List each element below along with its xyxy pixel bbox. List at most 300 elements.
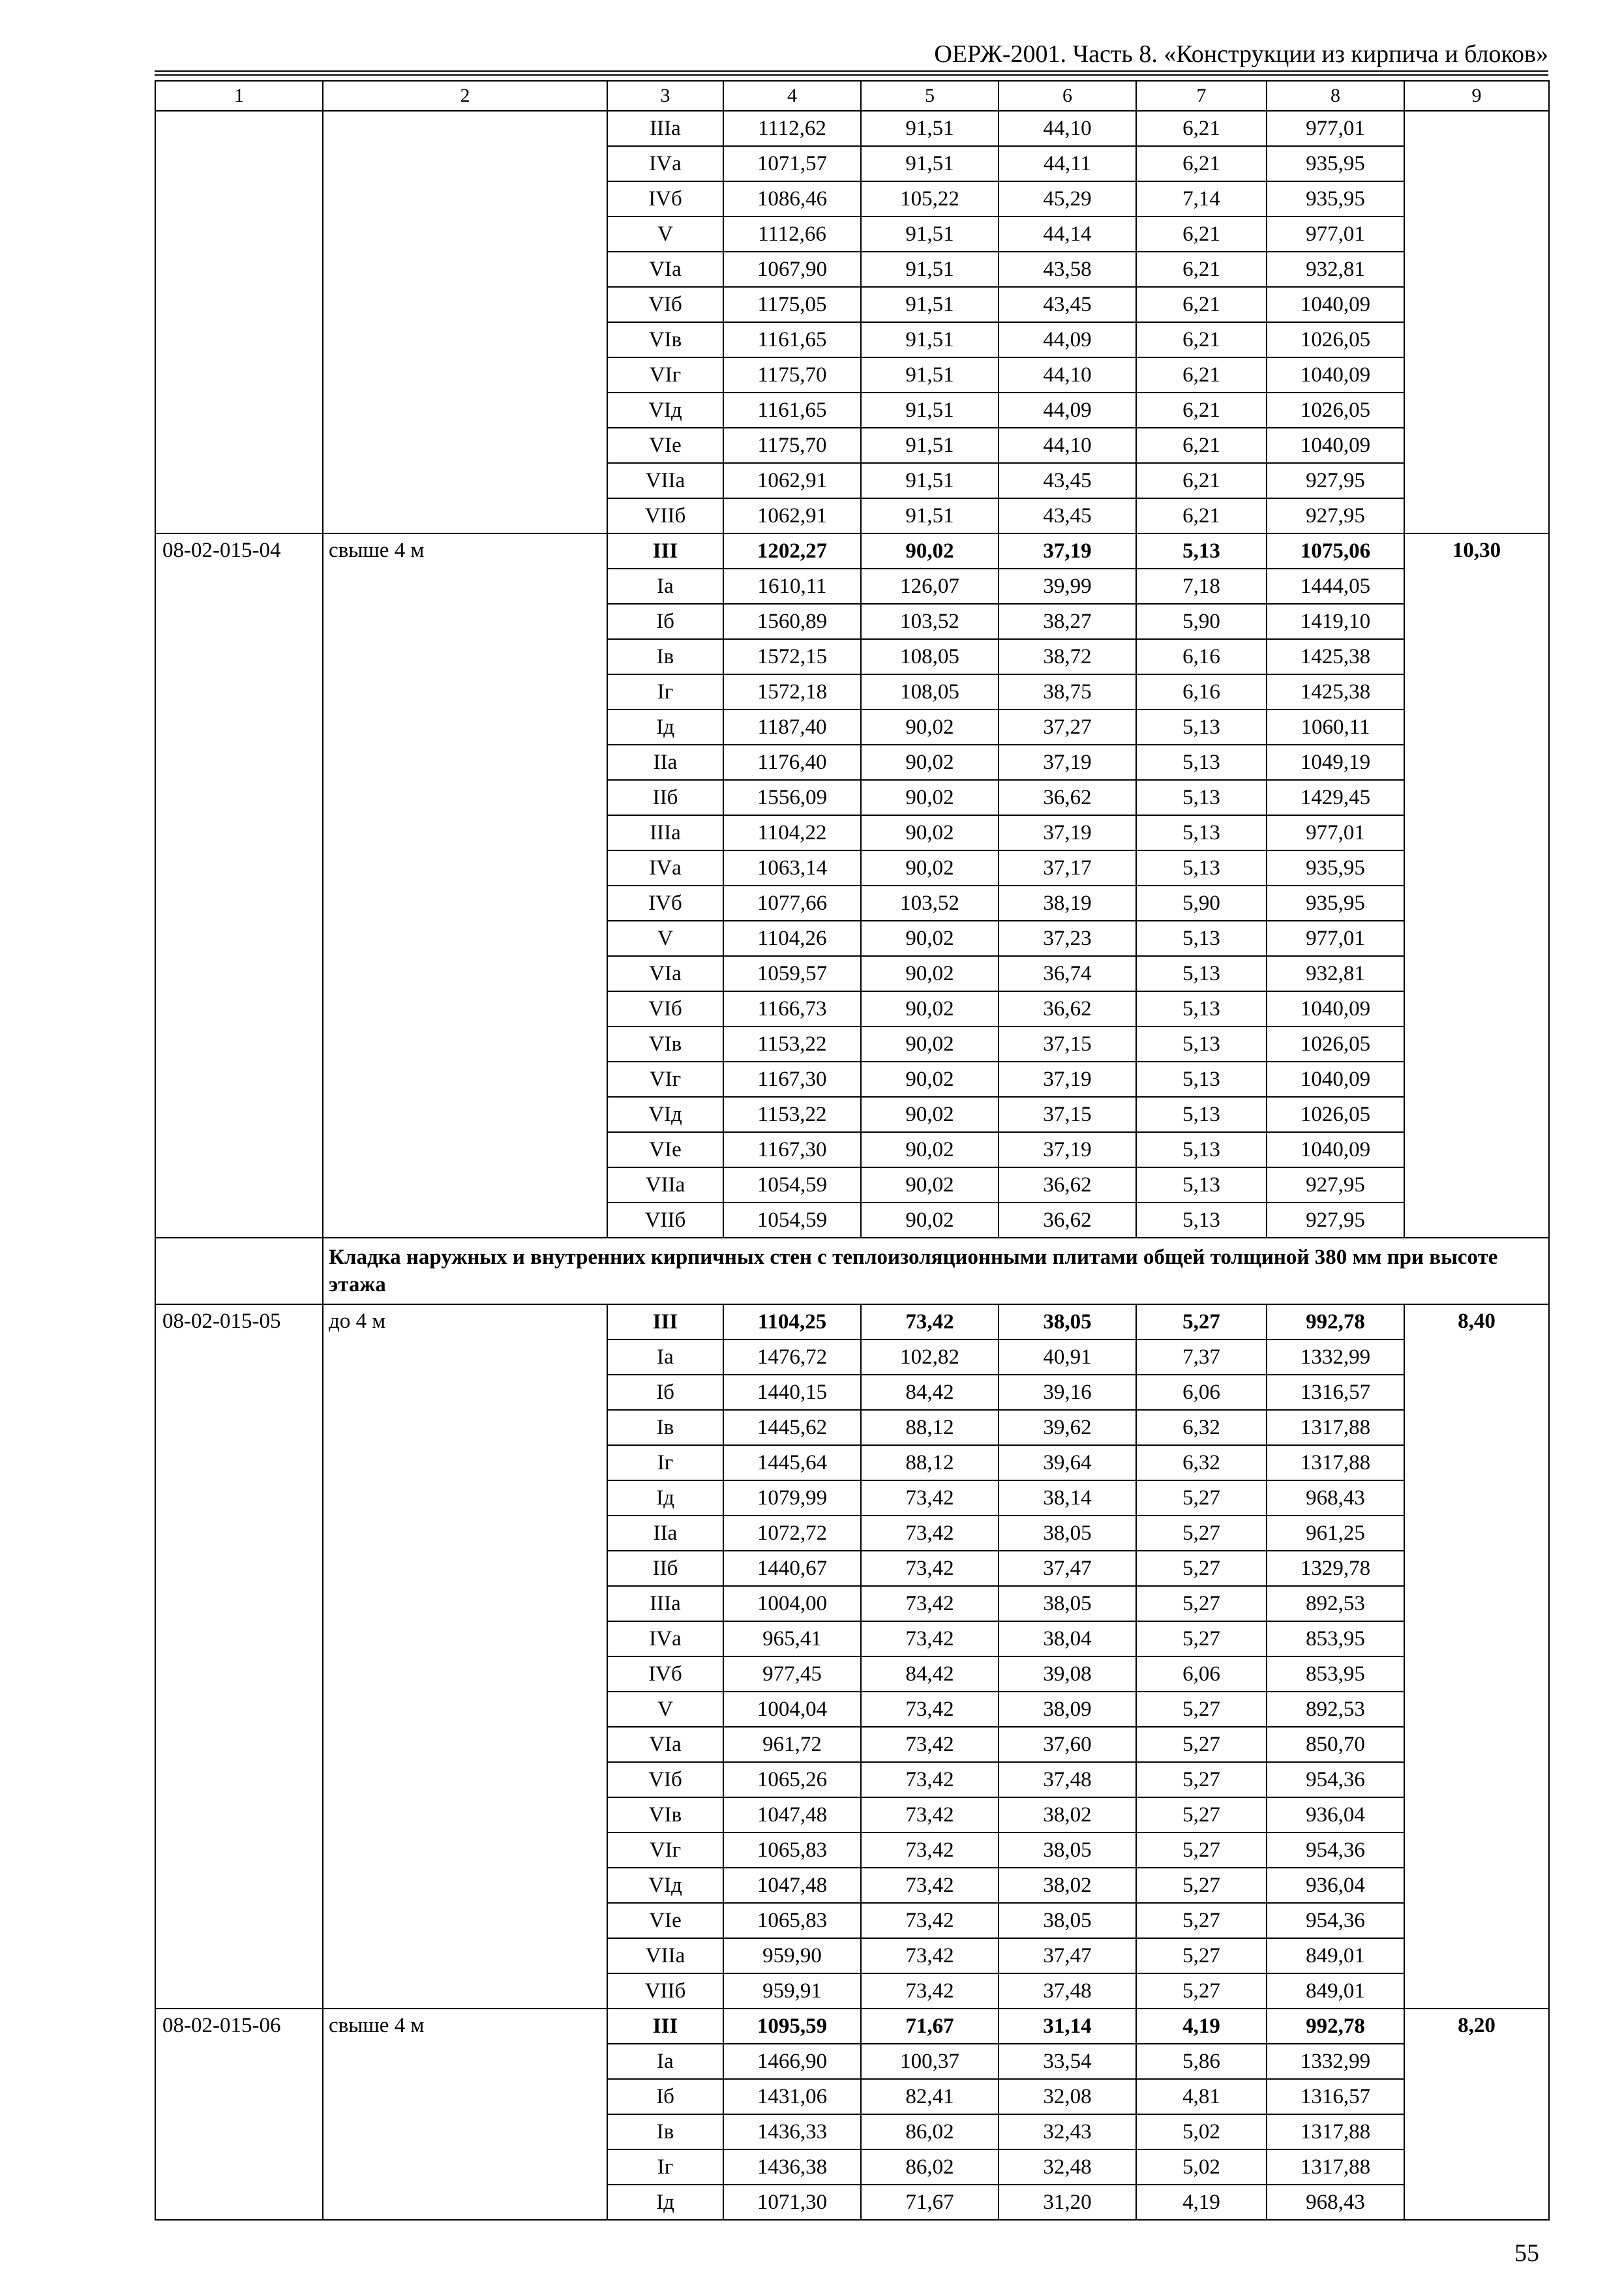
- wages-cell: 90,02: [861, 956, 999, 991]
- total-cost-cell: 1071,30: [723, 2185, 861, 2220]
- machines-cell: 44,10: [999, 111, 1136, 146]
- zone-cell: VIа: [607, 1727, 723, 1762]
- zone-cell: IIб: [607, 780, 723, 815]
- zone-cell: Iв: [607, 1410, 723, 1445]
- machinists-wages-cell: 5,13: [1136, 710, 1267, 745]
- zone-cell: IVа: [607, 146, 723, 181]
- machinists-wages-cell: 7,37: [1136, 1339, 1267, 1375]
- wages-cell: 108,05: [861, 674, 999, 710]
- zone-cell: VIб: [607, 287, 723, 322]
- machinists-wages-cell: 4,19: [1136, 2009, 1267, 2044]
- zone-cell: IIIа: [607, 111, 723, 146]
- zone-cell: IVб: [607, 181, 723, 217]
- zone-cell: IVб: [607, 886, 723, 921]
- materials-cell: 932,81: [1267, 956, 1404, 991]
- total-cost-cell: 1112,62: [723, 111, 861, 146]
- machines-cell: 45,29: [999, 181, 1136, 217]
- machinists-wages-cell: 6,16: [1136, 674, 1267, 710]
- zone-cell: III: [607, 2009, 723, 2044]
- total-cost-cell: 1153,22: [723, 1097, 861, 1132]
- machines-cell: 38,05: [999, 1903, 1136, 1938]
- wages-cell: 91,51: [861, 322, 999, 357]
- machinists-wages-cell: 6,16: [1136, 639, 1267, 674]
- machines-cell: 37,23: [999, 921, 1136, 956]
- wages-cell: 73,42: [861, 1516, 999, 1551]
- machinists-wages-cell: 5,13: [1136, 850, 1267, 886]
- machines-cell: 38,04: [999, 1621, 1136, 1656]
- zone-cell: VIд: [607, 393, 723, 428]
- zone-cell: VIIб: [607, 498, 723, 533]
- floor-height: до 4 м: [323, 1304, 607, 2009]
- wages-cell: 90,02: [861, 1062, 999, 1097]
- rate-code: 08-02-015-06: [155, 2009, 323, 2220]
- machinists-wages-cell: 5,13: [1136, 1062, 1267, 1097]
- header-rule-bottom: [155, 74, 1548, 76]
- total-cost-cell: 1095,59: [723, 2009, 861, 2044]
- materials-cell: 1317,88: [1267, 1410, 1404, 1445]
- zone-cell: VIа: [607, 956, 723, 991]
- total-cost-cell: 1062,91: [723, 498, 861, 533]
- table-row: [155, 2009, 1549, 2044]
- wages-cell: 73,42: [861, 1727, 999, 1762]
- materials-cell: 977,01: [1267, 815, 1404, 850]
- column-number: 6: [999, 81, 1136, 111]
- total-cost-cell: 1610,11: [723, 569, 861, 604]
- machines-cell: 43,58: [999, 252, 1136, 287]
- zone-cell: IVб: [607, 1656, 723, 1692]
- machinists-wages-cell: 5,13: [1136, 1097, 1267, 1132]
- wages-cell: 84,42: [861, 1656, 999, 1692]
- wages-cell: 90,02: [861, 1132, 999, 1167]
- machinists-wages-cell: 5,13: [1136, 1026, 1267, 1062]
- column-number: 8: [1267, 81, 1404, 111]
- code-cell: [155, 111, 323, 533]
- machines-cell: 44,11: [999, 146, 1136, 181]
- zone-cell: IIIа: [607, 815, 723, 850]
- zone-cell: Iд: [607, 710, 723, 745]
- materials-cell: 992,78: [1267, 1304, 1404, 1339]
- zone-cell: Iв: [607, 639, 723, 674]
- wages-cell: 91,51: [861, 463, 999, 498]
- total-cost-cell: 1004,04: [723, 1692, 861, 1727]
- materials-cell: 853,95: [1267, 1656, 1404, 1692]
- zone-cell: VIе: [607, 1132, 723, 1167]
- materials-cell: 892,53: [1267, 1692, 1404, 1727]
- zone-cell: Iб: [607, 2079, 723, 2114]
- machinists-wages-cell: 6,21: [1136, 357, 1267, 393]
- machines-cell: 38,02: [999, 1868, 1136, 1903]
- materials-cell: 849,01: [1267, 1973, 1404, 2009]
- total-cost-cell: 1047,48: [723, 1868, 861, 1903]
- column-numbers-row: [155, 81, 1549, 111]
- page-header: [155, 38, 1548, 70]
- wages-cell: 73,42: [861, 1762, 999, 1797]
- wages-cell: 90,02: [861, 921, 999, 956]
- zone-cell: VIIб: [607, 1973, 723, 2009]
- wages-cell: 73,42: [861, 1586, 999, 1621]
- wages-cell: 91,51: [861, 287, 999, 322]
- labor-cost: 8,40: [1404, 1304, 1549, 2009]
- rates-table-body: [155, 81, 1549, 2220]
- wages-cell: 73,42: [861, 1938, 999, 1973]
- materials-cell: 927,95: [1267, 498, 1404, 533]
- machines-cell: 39,64: [999, 1445, 1136, 1480]
- machinists-wages-cell: 5,86: [1136, 2044, 1267, 2079]
- machinists-wages-cell: 5,13: [1136, 815, 1267, 850]
- machines-cell: 37,15: [999, 1097, 1136, 1132]
- machinists-wages-cell: 5,27: [1136, 1833, 1267, 1868]
- page-number: 55: [1514, 2239, 1539, 2267]
- materials-cell: 1317,88: [1267, 1445, 1404, 1480]
- total-cost-cell: 1166,73: [723, 991, 861, 1026]
- wages-cell: 91,51: [861, 498, 999, 533]
- machinists-wages-cell: 5,13: [1136, 780, 1267, 815]
- machinists-wages-cell: 5,02: [1136, 2149, 1267, 2185]
- column-number: 9: [1404, 81, 1549, 111]
- materials-cell: 1040,09: [1267, 287, 1404, 322]
- machinists-wages-cell: 6,21: [1136, 428, 1267, 463]
- materials-cell: 935,95: [1267, 886, 1404, 921]
- column-number: 4: [723, 81, 861, 111]
- materials-cell: 1316,57: [1267, 1375, 1404, 1410]
- section-heading-row: [155, 1238, 1549, 1304]
- materials-cell: 932,81: [1267, 252, 1404, 287]
- machines-cell: 32,43: [999, 2114, 1136, 2149]
- machinists-wages-cell: 5,13: [1136, 956, 1267, 991]
- zone-cell: VIIа: [607, 1938, 723, 1973]
- machinists-wages-cell: 5,27: [1136, 1692, 1267, 1727]
- wages-cell: 91,51: [861, 146, 999, 181]
- zone-cell: Iа: [607, 2044, 723, 2079]
- total-cost-cell: 1440,67: [723, 1551, 861, 1586]
- machines-cell: 36,62: [999, 1167, 1136, 1203]
- machines-cell: 37,15: [999, 1026, 1136, 1062]
- total-cost-cell: 1161,65: [723, 322, 861, 357]
- materials-cell: 1040,09: [1267, 991, 1404, 1026]
- wages-cell: 73,42: [861, 1868, 999, 1903]
- total-cost-cell: 1065,83: [723, 1833, 861, 1868]
- total-cost-cell: 1175,70: [723, 428, 861, 463]
- total-cost-cell: 1175,70: [723, 357, 861, 393]
- materials-cell: 1040,09: [1267, 1132, 1404, 1167]
- total-cost-cell: 1086,46: [723, 181, 861, 217]
- machinists-wages-cell: 5,27: [1136, 1304, 1267, 1339]
- total-cost-cell: 1161,65: [723, 393, 861, 428]
- materials-cell: 850,70: [1267, 1727, 1404, 1762]
- total-cost-cell: 1104,25: [723, 1304, 861, 1339]
- table-row: [155, 1304, 1549, 1339]
- labor-cost: 10,30: [1404, 533, 1549, 1238]
- table-row: [155, 533, 1549, 569]
- machines-cell: 31,14: [999, 2009, 1136, 2044]
- wages-cell: 91,51: [861, 428, 999, 463]
- materials-cell: 1425,38: [1267, 674, 1404, 710]
- machinists-wages-cell: 7,14: [1136, 181, 1267, 217]
- materials-cell: 1026,05: [1267, 1026, 1404, 1062]
- machines-cell: 31,20: [999, 2185, 1136, 2220]
- name-cell: [323, 111, 607, 533]
- machines-cell: 38,05: [999, 1304, 1136, 1339]
- total-cost-cell: 1059,57: [723, 956, 861, 991]
- zone-cell: VIг: [607, 1062, 723, 1097]
- machines-cell: 44,09: [999, 393, 1136, 428]
- column-number: 7: [1136, 81, 1267, 111]
- total-cost-cell: 1560,89: [723, 604, 861, 639]
- labor-cell: [1404, 111, 1549, 533]
- zone-cell: Iа: [607, 569, 723, 604]
- zone-cell: V: [607, 217, 723, 252]
- column-number: 1: [155, 81, 323, 111]
- machines-cell: 37,47: [999, 1551, 1136, 1586]
- wages-cell: 90,02: [861, 1203, 999, 1238]
- total-cost-cell: 1065,83: [723, 1903, 861, 1938]
- materials-cell: 927,95: [1267, 1203, 1404, 1238]
- total-cost-cell: 1556,09: [723, 780, 861, 815]
- materials-cell: 1075,06: [1267, 533, 1404, 569]
- total-cost-cell: 959,91: [723, 1973, 861, 2009]
- machines-cell: 36,62: [999, 780, 1136, 815]
- machines-cell: 37,48: [999, 1762, 1136, 1797]
- wages-cell: 103,52: [861, 886, 999, 921]
- zone-cell: Iг: [607, 674, 723, 710]
- zone-cell: III: [607, 533, 723, 569]
- wages-cell: 102,82: [861, 1339, 999, 1375]
- wages-cell: 90,02: [861, 710, 999, 745]
- materials-cell: 968,43: [1267, 1480, 1404, 1516]
- machines-cell: 38,75: [999, 674, 1136, 710]
- zone-cell: Iг: [607, 1445, 723, 1480]
- wages-cell: 90,02: [861, 780, 999, 815]
- total-cost-cell: 1466,90: [723, 2044, 861, 2079]
- machinists-wages-cell: 6,21: [1136, 111, 1267, 146]
- wages-cell: 73,42: [861, 1304, 999, 1339]
- total-cost-cell: 1112,66: [723, 217, 861, 252]
- total-cost-cell: 1004,00: [723, 1586, 861, 1621]
- total-cost-cell: 1167,30: [723, 1132, 861, 1167]
- section-heading: Кладка наружных и внутренних кирпичных стен с теплоизоляционными плитами общей толщиной 380 мм при высоте этажа: [323, 1238, 1549, 1304]
- machinists-wages-cell: 5,13: [1136, 1132, 1267, 1167]
- total-cost-cell: 1062,91: [723, 463, 861, 498]
- machines-cell: 32,48: [999, 2149, 1136, 2185]
- wages-cell: 73,42: [861, 1692, 999, 1727]
- machinists-wages-cell: 5,13: [1136, 533, 1267, 569]
- zone-cell: V: [607, 1692, 723, 1727]
- column-number: 3: [607, 81, 723, 111]
- materials-cell: 1026,05: [1267, 393, 1404, 428]
- zone-cell: V: [607, 921, 723, 956]
- materials-cell: 853,95: [1267, 1621, 1404, 1656]
- wages-cell: 82,41: [861, 2079, 999, 2114]
- machines-cell: 37,19: [999, 815, 1136, 850]
- zone-cell: IIа: [607, 1516, 723, 1551]
- machines-cell: 36,74: [999, 956, 1136, 991]
- total-cost-cell: 1176,40: [723, 745, 861, 780]
- total-cost-cell: 1079,99: [723, 1480, 861, 1516]
- machinists-wages-cell: 5,27: [1136, 1516, 1267, 1551]
- machines-cell: 37,19: [999, 1062, 1136, 1097]
- zone-cell: IIIа: [607, 1586, 723, 1621]
- total-cost-cell: 1065,26: [723, 1762, 861, 1797]
- zone-cell: Iд: [607, 2185, 723, 2220]
- zone-cell: Iб: [607, 604, 723, 639]
- zone-cell: VIв: [607, 1797, 723, 1833]
- machinists-wages-cell: 5,27: [1136, 1621, 1267, 1656]
- machinists-wages-cell: 5,13: [1136, 991, 1267, 1026]
- total-cost-cell: 1063,14: [723, 850, 861, 886]
- machinists-wages-cell: 6,32: [1136, 1445, 1267, 1480]
- wages-cell: 73,42: [861, 1833, 999, 1868]
- machines-cell: 38,05: [999, 1516, 1136, 1551]
- zone-cell: Iд: [607, 1480, 723, 1516]
- machines-cell: 37,47: [999, 1938, 1136, 1973]
- zone-cell: IIб: [607, 1551, 723, 1586]
- total-cost-cell: 1071,57: [723, 146, 861, 181]
- machines-cell: 38,05: [999, 1586, 1136, 1621]
- wages-cell: 73,42: [861, 1903, 999, 1938]
- zone-cell: VIIа: [607, 463, 723, 498]
- total-cost-cell: 965,41: [723, 1621, 861, 1656]
- rates-table: [155, 80, 1550, 2221]
- machinists-wages-cell: 4,19: [1136, 2185, 1267, 2220]
- machinists-wages-cell: 5,27: [1136, 1797, 1267, 1833]
- floor-height: свыше 4 м: [323, 2009, 607, 2220]
- zone-cell: IVа: [607, 850, 723, 886]
- materials-cell: 1040,09: [1267, 1062, 1404, 1097]
- machines-cell: 38,05: [999, 1833, 1136, 1868]
- wages-cell: 100,37: [861, 2044, 999, 2079]
- materials-cell: 1444,05: [1267, 569, 1404, 604]
- machinists-wages-cell: 5,27: [1136, 1586, 1267, 1621]
- wages-cell: 73,42: [861, 1973, 999, 2009]
- total-cost-cell: 959,90: [723, 1938, 861, 1973]
- machinists-wages-cell: 6,21: [1136, 322, 1267, 357]
- materials-cell: 935,95: [1267, 146, 1404, 181]
- machinists-wages-cell: 6,21: [1136, 217, 1267, 252]
- materials-cell: 1332,99: [1267, 1339, 1404, 1375]
- wages-cell: 90,02: [861, 1026, 999, 1062]
- machines-cell: 40,91: [999, 1339, 1136, 1375]
- machinists-wages-cell: 5,27: [1136, 1973, 1267, 2009]
- machinists-wages-cell: 5,27: [1136, 1903, 1267, 1938]
- materials-cell: 961,25: [1267, 1516, 1404, 1551]
- machinists-wages-cell: 5,13: [1136, 1167, 1267, 1203]
- zone-cell: VIа: [607, 252, 723, 287]
- machines-cell: 43,45: [999, 463, 1136, 498]
- materials-cell: 892,53: [1267, 1586, 1404, 1621]
- total-cost-cell: 1440,15: [723, 1375, 861, 1410]
- materials-cell: 954,36: [1267, 1903, 1404, 1938]
- materials-cell: 992,78: [1267, 2009, 1404, 2044]
- total-cost-cell: 1445,62: [723, 1410, 861, 1445]
- floor-height: свыше 4 м: [323, 533, 607, 1238]
- zone-cell: VIе: [607, 428, 723, 463]
- machines-cell: 39,62: [999, 1410, 1136, 1445]
- zone-cell: VIв: [607, 322, 723, 357]
- wages-cell: 90,02: [861, 745, 999, 780]
- machines-cell: 38,72: [999, 639, 1136, 674]
- materials-cell: 1419,10: [1267, 604, 1404, 639]
- machinists-wages-cell: 5,27: [1136, 1551, 1267, 1586]
- zone-cell: VIв: [607, 1026, 723, 1062]
- wages-cell: 88,12: [861, 1410, 999, 1445]
- wages-cell: 91,51: [861, 252, 999, 287]
- total-cost-cell: 1431,06: [723, 2079, 861, 2114]
- materials-cell: 1332,99: [1267, 2044, 1404, 2079]
- machinists-wages-cell: 6,21: [1136, 287, 1267, 322]
- wages-cell: 90,02: [861, 1097, 999, 1132]
- wages-cell: 90,02: [861, 1167, 999, 1203]
- wages-cell: 91,51: [861, 393, 999, 428]
- machinists-wages-cell: 7,18: [1136, 569, 1267, 604]
- zone-cell: VIб: [607, 991, 723, 1026]
- materials-cell: 935,95: [1267, 850, 1404, 886]
- materials-cell: 935,95: [1267, 181, 1404, 217]
- machinists-wages-cell: 6,21: [1136, 393, 1267, 428]
- materials-cell: 927,95: [1267, 1167, 1404, 1203]
- table-row: [155, 111, 1549, 146]
- total-cost-cell: 1067,90: [723, 252, 861, 287]
- zone-cell: VIе: [607, 1903, 723, 1938]
- materials-cell: 1026,05: [1267, 1097, 1404, 1132]
- machines-cell: 33,54: [999, 2044, 1136, 2079]
- machinists-wages-cell: 5,27: [1136, 1868, 1267, 1903]
- total-cost-cell: 1167,30: [723, 1062, 861, 1097]
- wages-cell: 126,07: [861, 569, 999, 604]
- materials-cell: 968,43: [1267, 2185, 1404, 2220]
- machinists-wages-cell: 5,90: [1136, 886, 1267, 921]
- machinists-wages-cell: 5,27: [1136, 1938, 1267, 1973]
- total-cost-cell: 1077,66: [723, 886, 861, 921]
- materials-cell: 1049,19: [1267, 745, 1404, 780]
- machines-cell: 43,45: [999, 287, 1136, 322]
- wages-cell: 91,51: [861, 111, 999, 146]
- machines-cell: 39,16: [999, 1375, 1136, 1410]
- materials-cell: 1060,11: [1267, 710, 1404, 745]
- machinists-wages-cell: 5,27: [1136, 1727, 1267, 1762]
- total-cost-cell: 1572,15: [723, 639, 861, 674]
- zone-cell: IIа: [607, 745, 723, 780]
- machinists-wages-cell: 6,32: [1136, 1410, 1267, 1445]
- materials-cell: 1425,38: [1267, 639, 1404, 674]
- machines-cell: 36,62: [999, 1203, 1136, 1238]
- materials-cell: 977,01: [1267, 217, 1404, 252]
- machines-cell: 44,14: [999, 217, 1136, 252]
- materials-cell: 1026,05: [1267, 322, 1404, 357]
- materials-cell: 1317,88: [1267, 2149, 1404, 2185]
- wages-cell: 73,42: [861, 1621, 999, 1656]
- zone-cell: III: [607, 1304, 723, 1339]
- materials-cell: 977,01: [1267, 921, 1404, 956]
- wages-cell: 90,02: [861, 533, 999, 569]
- wages-cell: 73,42: [861, 1797, 999, 1833]
- zone-cell: VIд: [607, 1868, 723, 1903]
- machines-cell: 44,10: [999, 428, 1136, 463]
- zone-cell: Iа: [607, 1339, 723, 1375]
- zone-cell: Iв: [607, 2114, 723, 2149]
- materials-cell: 1429,45: [1267, 780, 1404, 815]
- total-cost-cell: 1047,48: [723, 1797, 861, 1833]
- total-cost-cell: 1072,72: [723, 1516, 861, 1551]
- machinists-wages-cell: 4,81: [1136, 2079, 1267, 2114]
- total-cost-cell: 1436,33: [723, 2114, 861, 2149]
- total-cost-cell: 1476,72: [723, 1339, 861, 1375]
- header-rule-top: [155, 70, 1548, 72]
- machinists-wages-cell: 5,13: [1136, 745, 1267, 780]
- machines-cell: 37,60: [999, 1727, 1136, 1762]
- labor-cost: 8,20: [1404, 2009, 1549, 2220]
- wages-cell: 103,52: [861, 604, 999, 639]
- machinists-wages-cell: 5,27: [1136, 1480, 1267, 1516]
